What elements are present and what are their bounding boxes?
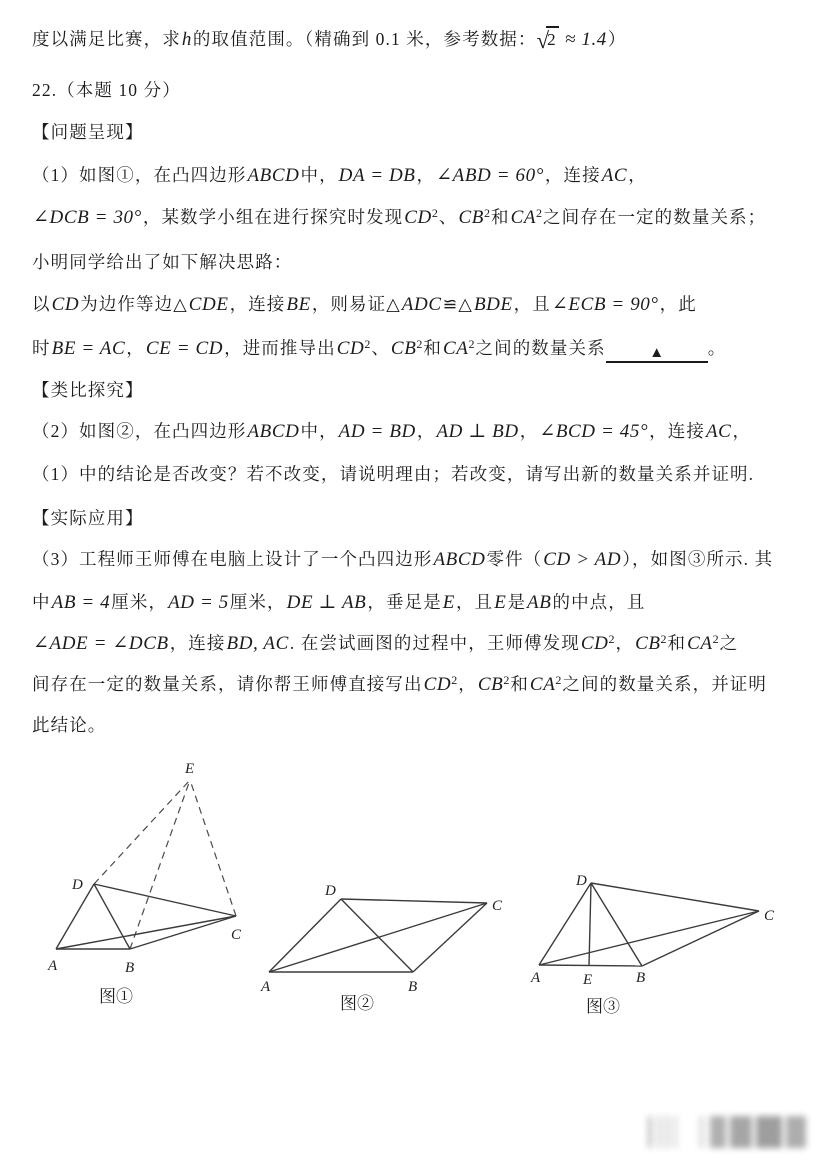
text-run-c: 的取值范围。（精确到 0.1 米，参考数据： xyxy=(192,29,537,49)
text-run-m: AB xyxy=(527,592,552,613)
vertex-label-D: D xyxy=(72,877,83,893)
figure-3 xyxy=(518,848,803,1020)
text-run-m: AB = 4 xyxy=(51,592,111,613)
text-run-c: 之间的数量关系，并证明 xyxy=(562,674,768,694)
text-run-m: CD xyxy=(51,294,80,315)
vertex-label-C: C xyxy=(231,927,242,943)
text-run-sqrt: √2 xyxy=(537,29,559,49)
text-run-c: 中， xyxy=(300,421,338,441)
text-line-part2-a xyxy=(32,419,804,444)
text-run-c: 度以满足比赛，求 xyxy=(32,29,181,49)
text-run-c: 零件（ xyxy=(486,549,543,569)
text-run-m: $CD^2$ xyxy=(404,206,438,228)
text-line-part2-b xyxy=(32,462,804,486)
text-run-c: ，垂足是 xyxy=(367,592,442,612)
text-run-m: ABCD xyxy=(247,421,300,442)
edge-DB xyxy=(591,883,642,966)
edge-AB xyxy=(539,965,642,966)
section-heading-applied xyxy=(32,506,804,530)
text-run-m: $CB^2$ xyxy=(390,337,423,359)
text-run-c: 、 xyxy=(371,338,390,358)
text-run-c: 和 xyxy=(667,633,687,653)
figure-1 xyxy=(28,758,258,1010)
edge-AD xyxy=(56,884,94,949)
figure-2-caption: 图② xyxy=(340,994,374,1013)
text-line-part1-a xyxy=(32,163,804,188)
text-run-c: ，且 xyxy=(513,294,551,314)
text-run-c: （2）如图②，在凸四边形 xyxy=(32,421,247,441)
vertex-label-B: B xyxy=(125,960,135,976)
text-run-m: $CA^2$ xyxy=(510,206,543,228)
text-run-m: AD = 5 xyxy=(168,592,229,613)
text-line-part3-c xyxy=(32,631,804,656)
vertex-label-A: A xyxy=(531,970,541,986)
text-run-m: AD = BD xyxy=(338,421,416,442)
text-run-c: 为边作等边△ xyxy=(80,294,188,314)
text-line-part3-e xyxy=(32,713,804,737)
text-run-c: 【类比探究】 xyxy=(32,380,144,400)
text-run-c: 、 xyxy=(438,207,458,227)
text-run-m: $CD^2$ xyxy=(423,673,458,695)
text-run-c: ，连接 xyxy=(649,421,705,441)
text-run-c: 厘米， xyxy=(229,592,286,612)
edge-DE xyxy=(94,780,190,884)
text-run-c: ，连接 xyxy=(169,633,226,653)
text-run-m: $CB^2$ xyxy=(477,673,510,695)
text-run-c: 22.（本题 10 分） xyxy=(32,80,181,100)
text-run-c: ，连接 xyxy=(229,294,286,314)
text-run-c: （1）中的结论是否改变？若不改变，请说明理由；若改变，请写出新的数量关系并证明. xyxy=(32,464,755,484)
text-run-m: ∠DCB = 30° xyxy=(33,207,142,228)
text-run-c: 之间存在一定的数量关系； xyxy=(543,207,767,227)
text-run-m: $CA^2$ xyxy=(529,673,562,695)
text-run-m: $CB^2$ xyxy=(458,206,490,228)
text-run-c: 【问题呈现】 xyxy=(32,122,144,142)
text-run-m: $CD^2$ xyxy=(336,337,371,359)
text-run-c: 小明同学给出了如下解决思路： xyxy=(32,252,293,272)
edge-AD xyxy=(539,883,591,965)
edge-CE xyxy=(190,780,236,916)
text-line-construction-a xyxy=(32,292,804,317)
vertex-label-A: A xyxy=(261,979,271,995)
text-run-m: DE ⊥ AB xyxy=(286,592,367,613)
text-run-m: CE = CD xyxy=(145,338,224,359)
text-run-c: . 在尝试画图的过程中，王师傅发现 xyxy=(289,633,580,653)
vertex-label-D: D xyxy=(325,883,336,899)
figure-2 xyxy=(255,878,505,1018)
text-run-blank: ▲ xyxy=(606,343,708,363)
vertex-label-B: B xyxy=(636,970,646,986)
text-run-c: 时 xyxy=(32,338,51,358)
text-run-m: ABCD xyxy=(433,549,486,570)
text-line-part3-a xyxy=(32,547,804,572)
text-run-m: E xyxy=(442,592,456,613)
edge-DB xyxy=(341,899,413,972)
text-run-c: 和 xyxy=(510,674,529,694)
edge-AC xyxy=(539,911,759,965)
text-run-c: 的中点，且 xyxy=(552,592,646,612)
text-run-c: ≌△ xyxy=(442,294,473,314)
edge-DC xyxy=(591,883,759,911)
watermark-smudge xyxy=(648,1116,806,1148)
text-line-part1-b xyxy=(32,205,804,230)
text-run-m: $CD^2$ xyxy=(580,632,615,654)
text-run-m: BD, AC xyxy=(226,633,289,654)
text-run-c: ， xyxy=(458,674,477,694)
text-run-m: CDE xyxy=(188,294,229,315)
text-run-c: ， xyxy=(126,338,145,358)
text-run-m: ∠ECB = 90° xyxy=(551,294,659,315)
section-heading-problem xyxy=(32,120,804,144)
text-line-part3-b xyxy=(32,590,804,615)
text-run-c: 间存在一定的数量关系，请你帮王师傅直接写出 xyxy=(32,674,423,694)
text-line-construction-b xyxy=(32,336,804,363)
edge-BE xyxy=(130,780,190,949)
text-run-c: ，且 xyxy=(456,592,494,612)
vertex-label-C: C xyxy=(492,898,503,914)
figure-1-caption: 图① xyxy=(99,987,133,1006)
text-run-m: AD ⊥ BD xyxy=(436,421,519,442)
text-run-m: BE xyxy=(286,294,311,315)
text-run-c: 和 xyxy=(490,207,510,227)
text-run-c: 【实际应用】 xyxy=(32,508,144,528)
figure-3-drawing xyxy=(518,848,803,1020)
text-run-m: BDE xyxy=(473,294,513,315)
text-run-c: 是 xyxy=(507,592,527,612)
text-run-m: BE = AC xyxy=(51,338,126,359)
text-run-c: 中 xyxy=(32,592,51,612)
text-run-m: ∠ABD = 60° xyxy=(436,165,544,186)
text-run-m: ADC xyxy=(401,294,442,315)
text-run-c: 。 xyxy=(707,338,727,358)
text-run-c: （3）工程师王师傅在电脑上设计了一个凸四边形 xyxy=(32,549,433,569)
text-run-c: ， xyxy=(416,421,436,441)
text-run-m: E xyxy=(494,592,507,613)
vertex-label-C: C xyxy=(764,908,775,924)
section-heading-analogy xyxy=(32,378,804,402)
edge-DE xyxy=(589,883,591,966)
text-run-c: ） xyxy=(607,29,627,49)
text-run-c: 此结论。 xyxy=(32,715,107,735)
text-run-c: 厘米， xyxy=(111,592,168,612)
text-line-h-range xyxy=(32,26,804,53)
edge-DC xyxy=(94,884,236,916)
text-run-m: CD > AD xyxy=(543,549,622,570)
text-run-c: ），如图③所示. 其 xyxy=(622,549,774,569)
text-run-c: ， xyxy=(732,421,752,441)
text-run-c: 之 xyxy=(719,633,739,653)
text-line-xiaoming xyxy=(32,250,804,274)
text-run-m: ≈ 1.4 xyxy=(559,29,607,50)
text-line-part3-d xyxy=(32,672,804,697)
text-run-c: ，某数学小组在进行探究时发现 xyxy=(142,207,404,227)
text-run-c: ， xyxy=(416,165,436,185)
text-run-m: DA = DB xyxy=(338,165,416,186)
text-run-m: $CB^2$ xyxy=(635,632,667,654)
text-run-m: ABCD xyxy=(247,165,300,186)
text-run-c: （1）如图①，在凸四边形 xyxy=(32,165,247,185)
text-run-m: $CA^2$ xyxy=(687,632,719,654)
figure-3-caption: 图③ xyxy=(586,997,620,1016)
text-run-c: ， xyxy=(628,165,647,185)
text-run-c: 之间的数量关系 xyxy=(475,338,606,358)
edge-BC xyxy=(413,903,487,972)
text-run-m: AC xyxy=(601,165,628,186)
figure-1-drawing xyxy=(28,758,258,1010)
vertex-label-A: A xyxy=(48,958,58,974)
text-run-m: AC xyxy=(705,421,732,442)
text-run-c: ， xyxy=(615,633,635,653)
text-run-c: 中， xyxy=(300,165,338,185)
vertex-label-E: E xyxy=(583,972,593,988)
text-run-m: ∠ADE = ∠DCB xyxy=(33,633,169,654)
vertex-label-D: D xyxy=(576,873,587,889)
text-run-c: ，连接 xyxy=(544,165,601,185)
text-run-m: $CA^2$ xyxy=(443,337,475,359)
text-run-c: ， xyxy=(519,421,539,441)
text-run-c: ，进而推导出 xyxy=(224,338,336,358)
text-run-c: 和 xyxy=(423,338,443,358)
text-run-m: h xyxy=(181,29,192,50)
figure-2-drawing xyxy=(255,878,505,1018)
text-run-c: ，此 xyxy=(659,294,697,314)
text-run-c: 以 xyxy=(32,294,51,314)
text-run-c: ，则易证△ xyxy=(311,294,401,314)
text-line-problem-number xyxy=(32,78,804,102)
vertex-label-E: E xyxy=(185,761,195,777)
edge-DC xyxy=(341,899,487,903)
edge-CB xyxy=(642,911,759,966)
text-run-m: ∠BCD = 45° xyxy=(539,421,649,442)
vertex-label-B: B xyxy=(408,979,418,995)
